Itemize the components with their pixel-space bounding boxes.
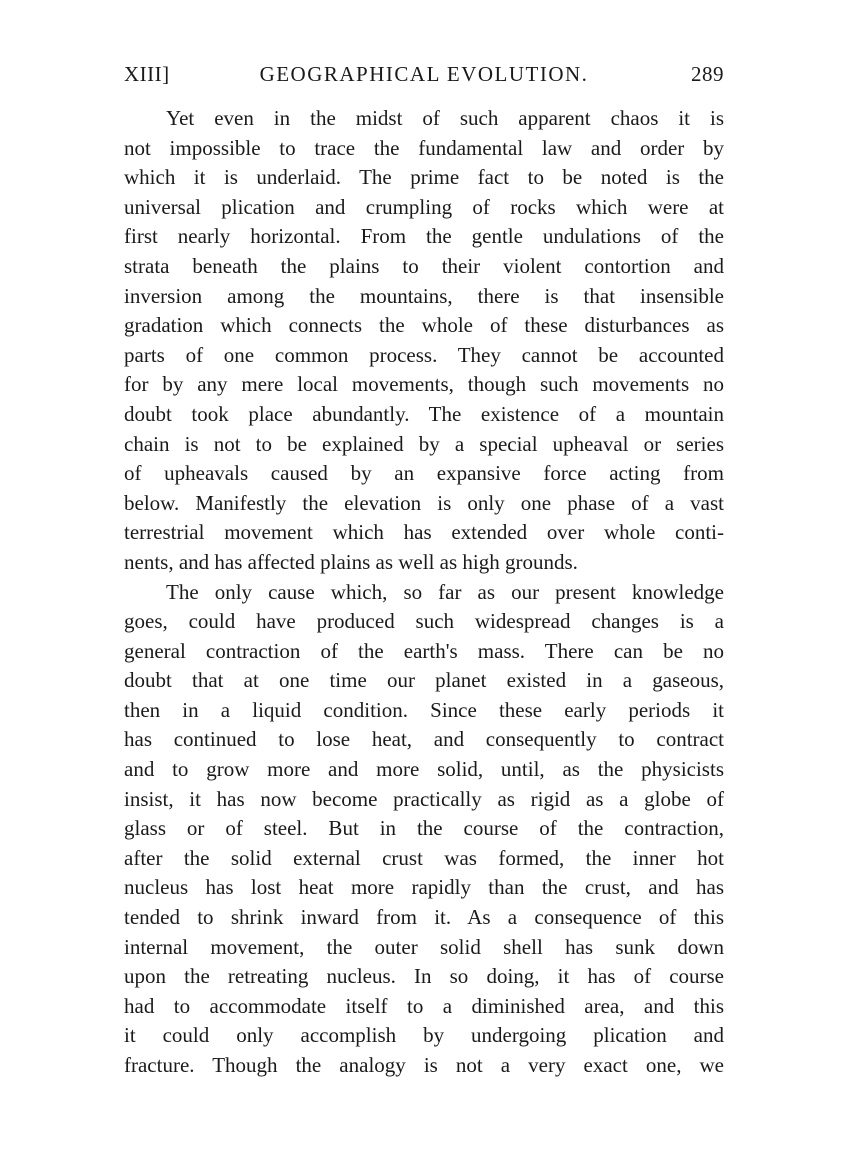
- text-line: doubt that at one time our planet existed in a gaseous,: [124, 668, 724, 693]
- text-line: upon the retreating nucleus. In so doing, it has of course: [124, 964, 724, 989]
- paragraph-2: [124, 578, 724, 1081]
- text-line: for by any mere local movements, though such movements no: [124, 372, 724, 397]
- text-line: strata beneath the plains to their violent contortion and: [124, 253, 724, 278]
- text-line: universal plication and crumpling of rocks which were at: [124, 194, 724, 219]
- text-line: inversion among the mountains, there is that insensible: [124, 283, 724, 308]
- text-line: first nearly horizontal. From the gentle undulations of the: [124, 224, 724, 249]
- text-line: not impossible to trace the fundamental law and order by: [124, 135, 724, 160]
- text-line: goes, could have produced such widespread changes is a: [124, 609, 724, 634]
- text-line: which it is underlaid. The prime fact to be noted is the: [124, 165, 724, 190]
- text-line: gradation which connects the whole of these disturbances as: [124, 313, 724, 338]
- text-line: chain is not to be explained by a special upheaval or series: [124, 431, 724, 456]
- text-line: had to accommodate itself to a diminished area, and this: [124, 993, 724, 1018]
- text-line: fracture. Though the analogy is not a very exact one, we: [124, 1053, 724, 1077]
- text-line: doubt took place abundantly. The existence of a mountain: [124, 401, 724, 426]
- paragraph-1: [124, 104, 724, 578]
- text-line: general contraction of the earth's mass. There can be no: [124, 638, 724, 663]
- running-head: [124, 62, 724, 90]
- text-line: The only cause which, so far as our present knowledge: [166, 579, 724, 604]
- text-line: of upheavals caused by an expansive force acting from: [124, 461, 724, 486]
- text-line: terrestrial movement which has extended over whole conti-: [124, 520, 724, 545]
- text-line: it could only accomplish by undergoing plication and: [124, 1023, 724, 1048]
- text-line: nucleus has lost heat more rapidly than the crust, and has: [124, 875, 724, 900]
- text-line: and to grow more and more solid, until, as the physicists: [124, 757, 724, 782]
- text-line: tended to shrink inward from it. As a consequence of this: [124, 905, 724, 930]
- body-text: [124, 104, 724, 1081]
- page-number: 289: [691, 62, 724, 86]
- text-line: nents, and has affected plains as well as high grounds.: [124, 549, 578, 574]
- text-line: after the solid external crust was formed, the inner hot: [124, 845, 724, 870]
- text-line: then in a liquid condition. Since these early periods it: [124, 697, 724, 722]
- text-line: internal movement, the outer solid shell has sunk down: [124, 934, 724, 959]
- chapter-number: XIII]: [124, 62, 170, 86]
- running-title: GEOGRAPHICAL EVOLUTION.: [259, 62, 589, 86]
- text-line: has continued to lose heat, and consequently to contract: [124, 727, 724, 752]
- text-line: parts of one common process. They cannot be accounted: [124, 342, 724, 367]
- text-line: glass or of steel. But in the course of the contraction,: [124, 816, 724, 841]
- text-line: below. Manifestly the elevation is only one phase of a vast: [124, 490, 724, 515]
- text-line: insist, it has now become practically as rigid as a globe of: [124, 786, 724, 811]
- text-line: Yet even in the midst of such apparent chaos it is: [166, 106, 724, 130]
